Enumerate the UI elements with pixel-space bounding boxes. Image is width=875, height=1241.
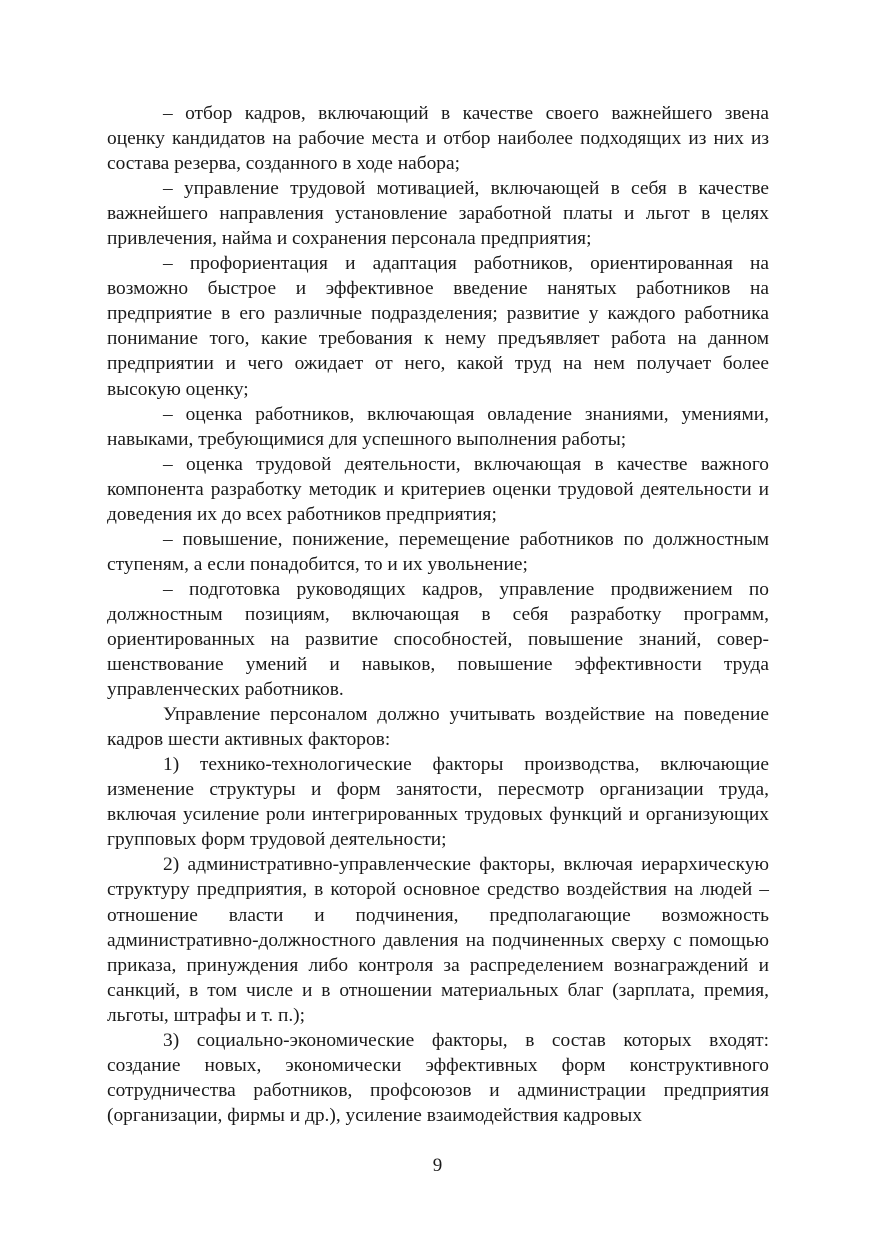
factor-technological: 1) технико-технологические факторы производства, включающие изменение структуры и форм занятости, пересмотр организации труда, включая усиление роли интегрированных трудовых функций и организующих групповых форм трудовой деятельности; [107,754,769,851]
list-item-performance-evaluation: – оценка трудовой деятельности, включающая в качестве важного компонента разработку методик и критериев оценки трудовой деятельности и доведения их до всех работников предприятия; [107,453,769,525]
list-item-promotion-demotion: – повышение, понижение, перемещение работников по должностным ступеням, а если понадобится, то и их увольнение; [107,528,769,575]
factor-socio-economic: 3) социально-экономические факторы, в состав которых входят: создание новых, экономически эффективных форм конструктивного сотрудничества работников, профсоюзов и администрации предприятия (организации, фирмы и др.), усиление взаимодействия кадровых [107,1029,769,1126]
list-item-labor-motivation: – управление трудовой мотивацией, включающей в себя в качестве важнейшего направления установление заработной платы и льгот в целях привлечения, найма и сохранения персонала предприятия; [107,178,769,250]
factors-intro-paragraph: Управление персоналом должно учитывать воздействие на поведение кадров шести активных факторов: [107,704,769,751]
list-item-employee-assessment: – оценка работников, включающая овладение знаниями, умениями, навыками, требующимися для успешного выполнения работы; [107,403,769,450]
list-item-career-guidance: – профориентация и адаптация работников, ориентированная на возможно быстрое и эффективное введение нанятых работников на предприятие в его различные подразделения; развитие у каждого работника понимание того, какие требования к нему предъявляет работа на данном предприятии и чего ожидает от него, какой труд на нем получает более высокую оценку; [107,253,769,400]
list-item-management-training: – подготовка руководящих кадров, управление продвижением по должностным позициям, включающая в себя разработку программ, ориентированных на развитие способностей, повышение знаний, совершенствование умений и навыков, повышение эффективности труда управленческих работников. [107,578,769,701]
page-body-text [107,101,769,1128]
list-item-personnel-selection: – отбор кадров, включающий в качестве своего важнейшего звена оценку кандидатов на рабочие места и отбор наиболее подходящих из них из состава резерва, созданного в ходе набора; [107,103,769,175]
factor-administrative: 2) административно-управленческие факторы, включая иерархическую структуру предприятия, в которой основное средство воздействия на людей – отношение власти и подчинения, предполагающие возможность административно-должностного давления на подчиненных сверху с помощью приказа, принуждения либо контроля за распределением вознаграждений и санкций, в том числе и в отношении материальных благ (зарплата, премия, льготы, штрафы и т. п.); [107,854,769,1026]
page-number: 9 [432,1155,443,1176]
